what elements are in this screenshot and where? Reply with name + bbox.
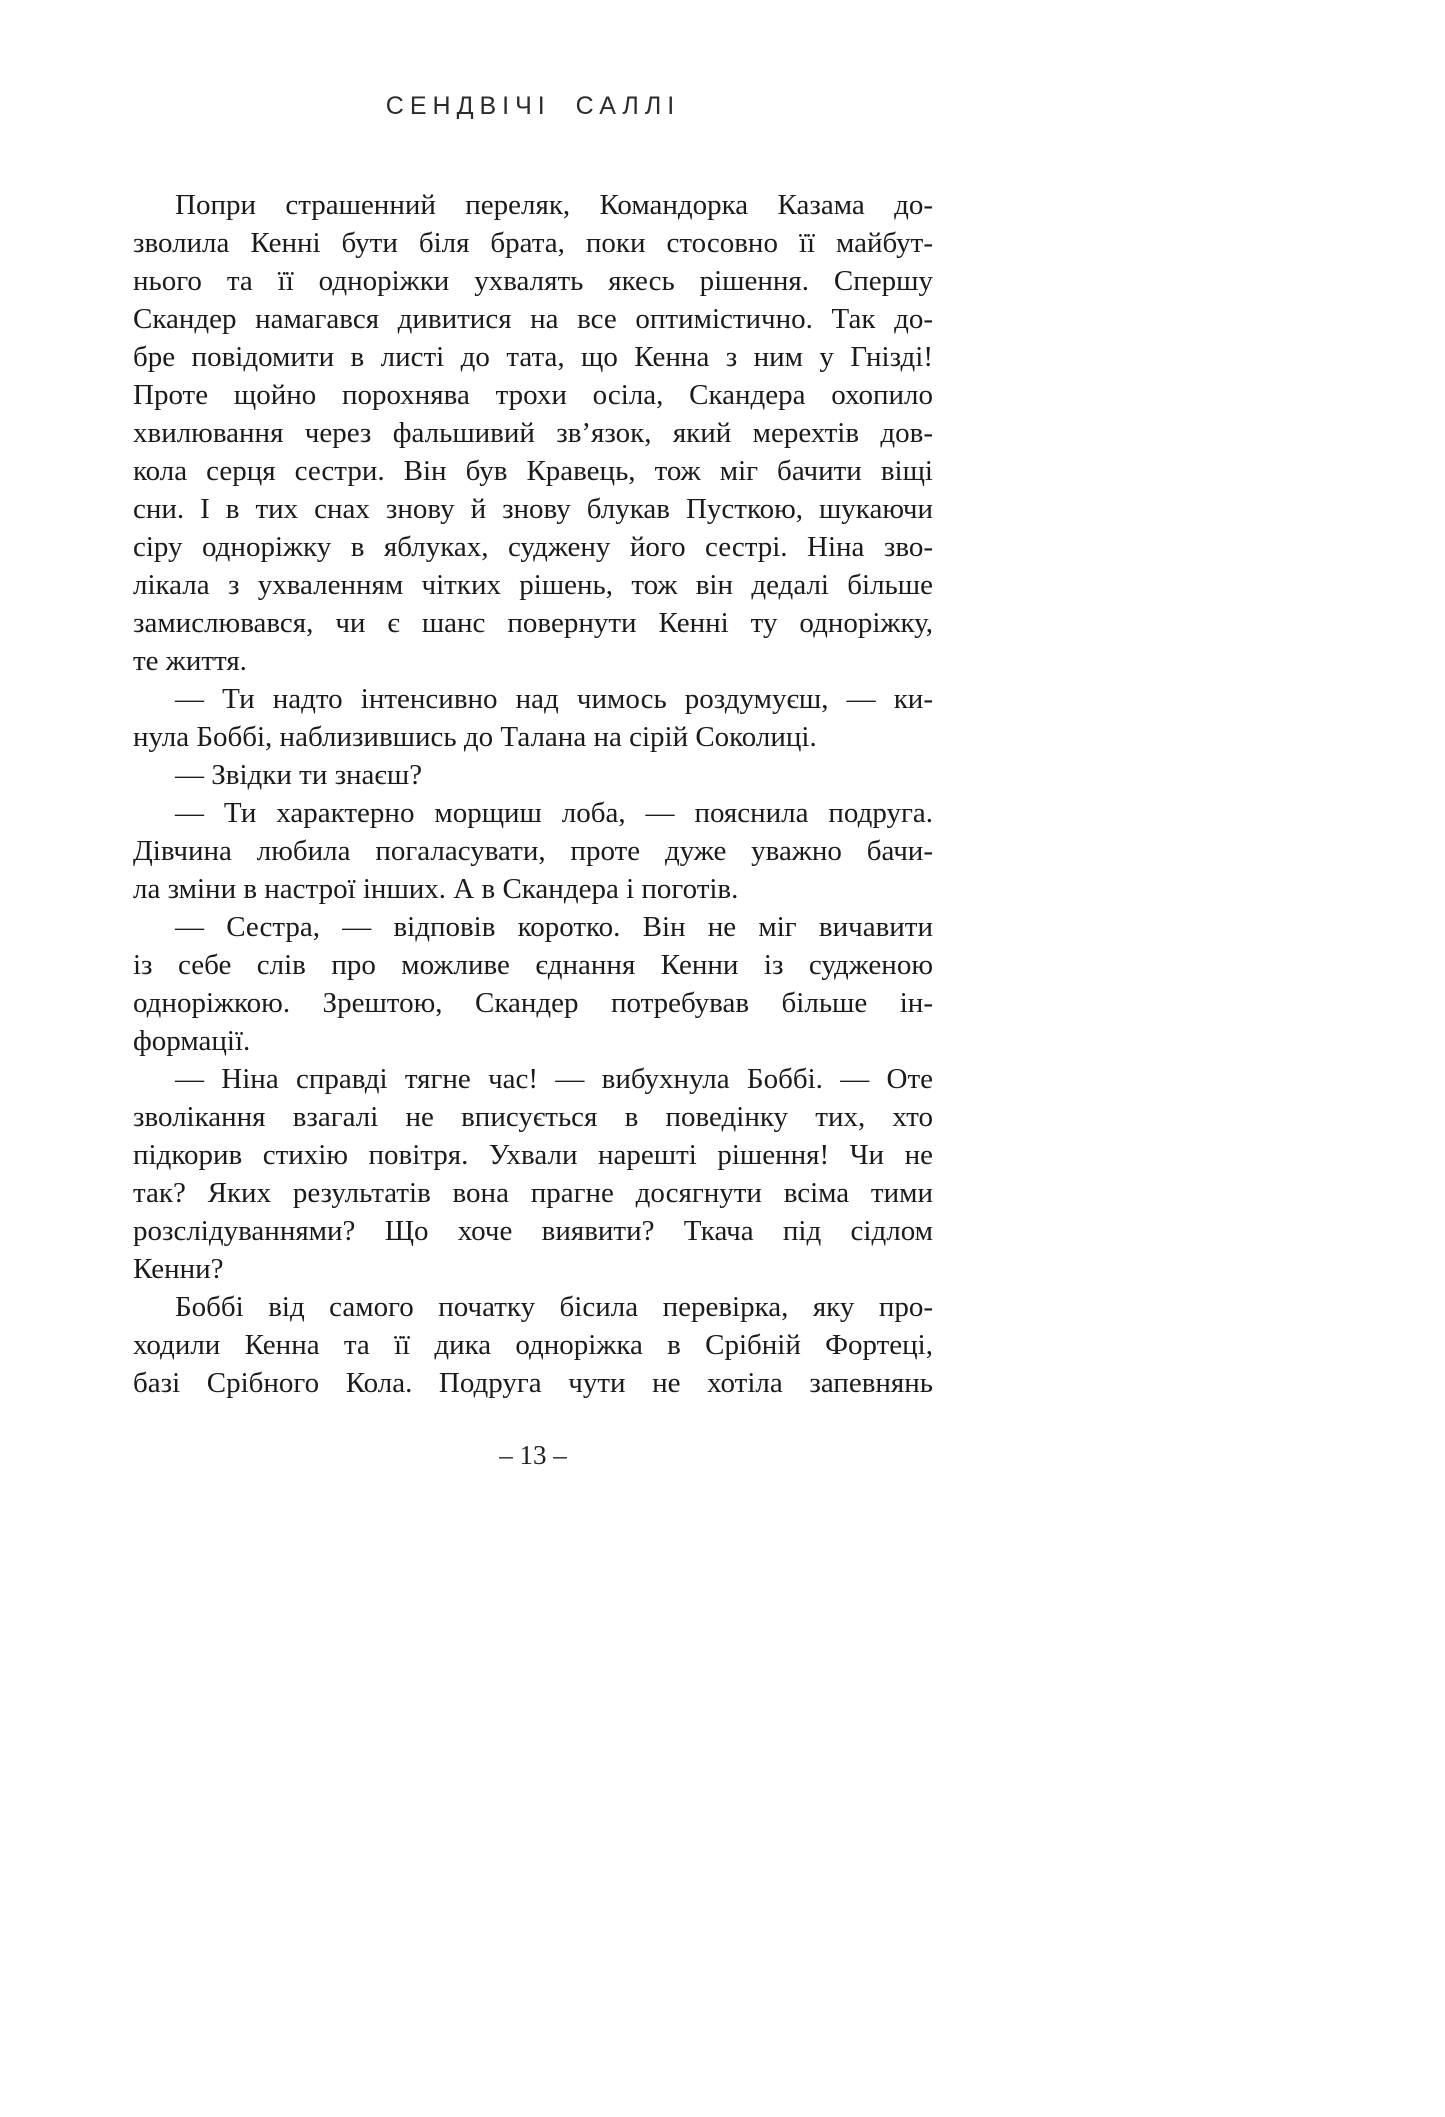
text-line: Кенни? — [133, 1253, 224, 1285]
text-line: хвилювання через фальшивий зв’язок, який мерехтів дов- — [133, 417, 933, 449]
text-line: бре повідомити в листі до тата, що Кенна з ним у Гнізді! — [133, 341, 933, 373]
text-line: підкорив стихію повітря. Ухвали нарешті рішення! Чи не — [133, 1139, 933, 1171]
text-line: — Звідки ти знаєш? — [175, 759, 423, 791]
text-line: нула Боббі, наблизившись до Талана на сірій Соколиці. — [133, 721, 817, 753]
text-line: ла зміни в настрої інших. А в Скандера і поготів. — [133, 873, 739, 905]
text-block — [133, 186, 933, 1402]
page-number: – 13 – — [499, 1440, 567, 1470]
text-line: зволікання взагалі не вписується в поведінку тих, хто — [133, 1101, 933, 1133]
paragraph — [133, 794, 933, 908]
text-line: замислювався, чи є шанс повернути Кенні ту одноріжку, — [133, 607, 933, 639]
text-line: Дівчина любила погаласувати, проте дуже уважно бачи- — [133, 835, 933, 867]
paragraph — [133, 1288, 933, 1402]
paragraph — [133, 908, 933, 1060]
running-header: СЕНДВІЧІ САЛЛІ — [385, 92, 681, 120]
text-line: Попри страшенний переляк, Командорка Казама до- — [175, 189, 933, 221]
text-line: розслідуваннями? Що хоче виявити? Ткача під сідлом — [133, 1215, 933, 1247]
text-line: кола серця сестри. Він був Кравець, тож міг бачити віщі — [133, 455, 933, 487]
text-line: — Ніна справді тягне час! — вибухнула Боббі. — Оте — [175, 1063, 933, 1095]
text-line: формації. — [133, 1025, 251, 1057]
text-line: — Ти характерно морщиш лоба, — пояснила подруга. — [175, 797, 933, 829]
text-line: Скандер намагався дивитися на все оптимістично. Так до- — [133, 303, 933, 335]
text-line: так? Яких результатів вона прагне досягнути всіма тими — [133, 1177, 933, 1209]
text-line: нього та її одноріжки ухвалять якесь рішення. Спершу — [133, 265, 933, 297]
text-line: те життя. — [133, 645, 247, 677]
text-line: ходили Кенна та її дика одноріжка в Срібній Фортеці, — [133, 1329, 933, 1361]
text-line: одноріжкою. Зрештою, Скандер потребував більше ін- — [133, 987, 933, 1019]
text-line: зволила Кенні бути біля брата, поки стосовно її майбут- — [133, 227, 933, 259]
text-line: сни. І в тих снах знову й знову блукав Пусткою, шукаючи — [133, 493, 933, 525]
paragraph — [133, 680, 933, 756]
text-line: сіру одноріжку в яблуках, суджену його сестрі. Ніна зво- — [133, 531, 933, 563]
text-line: Боббі від самого початку бісила перевірка, яку про- — [175, 1291, 933, 1323]
paragraph — [133, 186, 933, 680]
text-line: — Сестра, — відповів коротко. Він не міг вичавити — [175, 911, 933, 943]
text-line: Проте щойно порохнява трохи осіла, Скандера охопило — [133, 379, 933, 411]
text-line: лікала з ухваленням чітких рішень, тож він дедалі більше — [133, 569, 933, 601]
text-line: — Ти надто інтенсивно над чимось роздумуєш, — ки- — [175, 683, 933, 715]
text-line: базі Срібного Кола. Подруга чути не хотіла запевнянь — [133, 1367, 933, 1399]
paragraph — [133, 756, 933, 794]
text-line: із себе слів про можливе єднання Кенни із судженою — [133, 949, 933, 981]
paragraph — [133, 1060, 933, 1288]
